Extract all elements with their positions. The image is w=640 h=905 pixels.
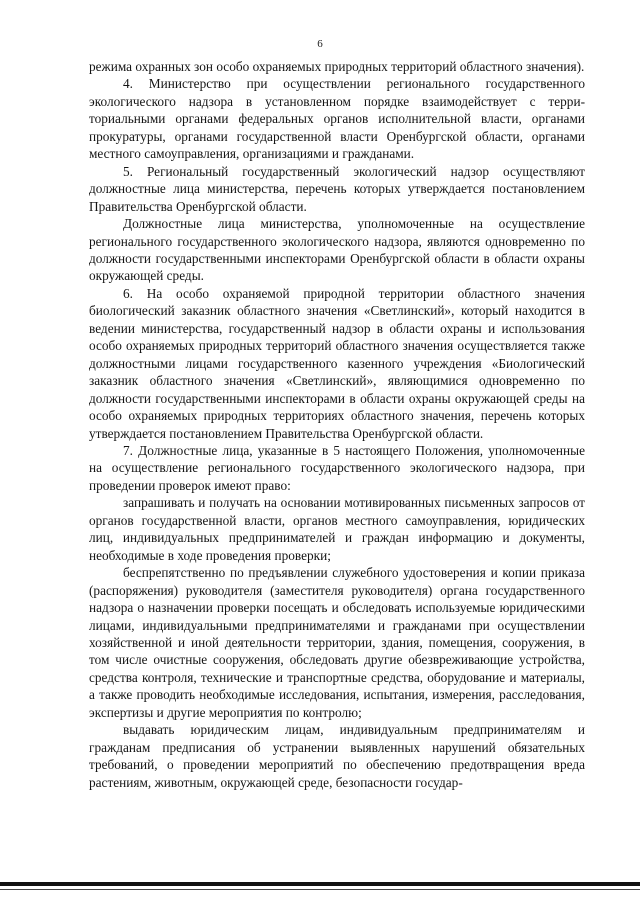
paragraph-item-7: 7. Должностные лица, указанные в 5 настоящего Положения, уполномоченные на осуществление регионального государственного экологического надзора, при проведении проверок имеют право:	[89, 442, 585, 493]
document-body	[89, 58, 585, 791]
paragraph-item-4: 4. Министерство при осуществлении регионального государственного экологического надзора в установленном порядке взаимодействует с территориальными органами федеральных органов исполнительной власти, органами прокуратуры, органами государственной власти Оренбургской области, органами местного самоуправления, организациями и гражданами.	[89, 76, 585, 162]
paragraph-item-6: 6. На особо охраняемой природной территории областного значения биологический заказник областного значения «Светлинский», который находится в ведении министерства, государственный надзор в области охраны и использования особо охраняемых природных территорий областного значения осуществляется также должностными лицами государственного казенного учреждения «Биологический заказник областного значения «Светлинский», являющимися одновременно по должности государственными инспекторами в области охраны окружающей среды на особо охраняемых природных территориях областного значения, перечень которых утверждается постановлением Правительства Оренбургской области.	[89, 285, 585, 441]
paragraph-officials: Должностные лица министерства, уполномоченные на осуществление регионального государственного экологического надзора, являются одновременно по должности государственными инспекторами Оренбургской области в области охраны окружающей среды.	[89, 216, 585, 284]
bottom-border	[0, 882, 640, 886]
paragraph-right-request: запрашивать и получать на основании мотивированных письменных запросов от органов государственной власти, органов местного самоуправления, юридических лиц, индивидуальных предпринимателей и граждан информацию и документы, необходимые в ходе проведения проверки;	[89, 495, 585, 563]
page-number: 6	[317, 38, 323, 50]
paragraph-item-5: 5. Региональный государственный экологический надзор осуществляют должностные лица министерства, перечень которых утверждается постановлением Правительства Оренбургской области.	[89, 163, 585, 214]
paragraph-right-prescribe: выдавать юридическим лицам, индивидуальным предпринимателям и гражданам предписания об устранении выявленных нарушений обязательных требований, о проведении мероприятий по обеспечению предотвращения вреда растениям, животным, окружающей среде, безопасности государ-	[89, 722, 585, 790]
paragraph-right-inspect: беспрепятственно по предъявлении служебного удостоверения и копии приказа (распоряжения) руководителя (заместителя руководителя) органа государственного надзора о назначении проверки посещать и обследовать используемые юридическими лицами, индивидуальными предпринимателями и гражданами при осуществлении хозяйственной и иной деятельности территории, здания, помещения, сооружения, в том числе очистные сооружения, обследовать другие обезвреживающие устройства, средства контроля, технические и транспортные средства, оборудование и материалы, а также проводить необходимые исследования, испытания, измерения, расследования, экспертизы и другие мероприятия по контролю;	[89, 565, 585, 720]
bottom-border-thin	[0, 889, 640, 890]
paragraph-continuation: режима охранных зон особо охраняемых природных территорий областного значения).	[89, 59, 585, 74]
